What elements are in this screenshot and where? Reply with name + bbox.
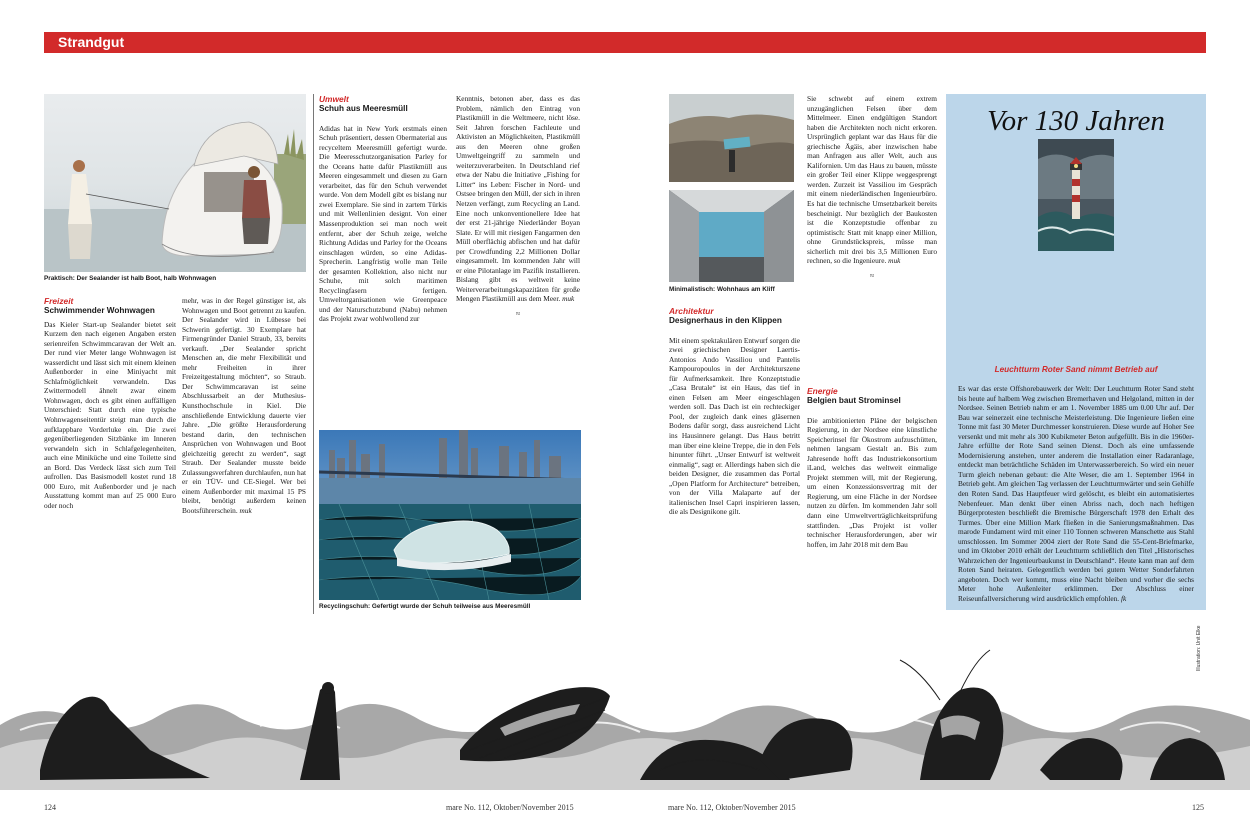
body-sealander-1: Das Kieler Start-up Sealander bietet seit Kurzem den nach eigenen Angaben ersten serienreifen Schwimmcaravan der Welt an. Der rund vier Meter lange Wohnwagen ist wasserdicht und lässt sich mit einem kleinen Außenborder in eine Miniyacht mit Schlafmöglichkeit verwandeln. Das Zwittermodell ähnelt zwar einem Wohnwagen, doch es gibt einen auffälligen Unterschied: Statt durch eine typische Wohnwagenseitentür steigt man durch die aufklappbare Vorderluke ein. Die zwei gegenüberliegenden Sitzbänke im Inneren verwandeln sich in Schlafgelegenheiten, auch eine Miniküche und eine Toilette sind an Bord. Das Verdeck lässt sich zum Teil aufrollen. Das Basismodell kostet rund 18 000 Euro, mit Außenborder und je nach Ausstattung kommt man auf 25 000 Euro oder noch [44,319,176,510]
page-number-right: 125 [1192,803,1204,812]
article-sealander-col2 [182,296,306,614]
caption-sealander: Praktisch: Der Sealander ist halb Boot, halb Wohnwagen [44,275,217,282]
page-number-left: 124 [44,803,56,812]
headline-sealander: Schwimmender Wohnwagen [44,306,155,315]
issue-info-left: mare No. 112, Oktober/November 2015 [446,803,574,812]
body-sealander-2: mehr, was in der Regel günstiger ist, als Wohnwagen und Boot getrennt zu kaufen. Der Sealander wird in Lübesse bei Schwerin gefertigt. 30 Exemplare hat Firmengründer Daniel Straub, 33, bereits verkauft. „Der Sealander spricht Menschen an, die mehr Flexibilität und mehr Freiheiten in ihrer Freizeitgestaltung möchten“, so Straub. Der Schwimmcaravan ist seine Abschlussarbeit an der Muthesius-Kunsthochschule in Kiel. Die anschließende Entwicklung dauerte vier Jahre. „Die größte Herausforderung bestand darin, den technischen Ansprüchen von Wohnwagen und Boot gleichzeitig gerecht zu werden“, sagt Straub. Der Sealander musste beide Zulassungsverfahren durchlaufen, nun hat er ein TÜV- und CE-Siegel. Wer bei einem Außenborder mit maximal 15 PS bleibt, benötigt außerdem keinen Bootsführerschein. [182,296,306,516]
headline-meeresmuell: Schuh aus Meeresmüll [319,104,408,113]
author-designerhaus: muk [888,256,901,266]
sea-creatures-illustration [0,630,1250,800]
end-mark-icon: ≈ [869,270,875,280]
illustration-credit-text: Illustration: Unit Elke [1196,625,1202,671]
photo-cliff-house-interior [669,190,794,282]
section-banner [44,32,1206,53]
body-designerhaus-1: Mit einem spektakulären Entwurf sorgen die zwei griechischen Designer Laertis-Antonios Ando Vassiliou und Pantelis Kampouropoulos in der Architekturszene für Aufmerksamkeit. Ihre Konzeptstudie „Casa Brutale“ ist ein Haus, das tief in einen Felsen am Meer eingeschlagen werden soll. Das Dach ist ein rechteckiger Pool, der zugleich dank eines gläsernen Bodens dafür sorgt, dass ausreichend Licht ins Hausinnere gelangt. Das Haus betritt man über eine kleine Treppe, die in den Fels hinunter führt. „Unser Entwurf ist weltweit einmalig“, sagt er. Allerdings haben sich die beiden Designer, die zusammen das Portal „Open Platform for Architecture“ betreiben, von der Villa Malaparte auf der italienischen Insel Capri inspirieren lassen, die als Designikone gilt. [669,335,800,517]
body-strominsel-1: Die ambitionierten Pläne der belgischen Regierung, in der Nordsee eine künstliche Speicherinsel für Ökostrom aufzuschütten, nehmen langsam Gestalt an. Bis zum Jahresende hofft das Industriekonsortium iLand, welches das weltweit einmalige Projekt stemmen will, mit der Regierung, um einen Konzessionsvertrag mit der Regierung, um eine Fläche in der Nordsee nutzen zu dürfen. Im kommenden Jahr soll dann eine Umweltverträglichkeitsprüfung stattfinden. „Das Projekt ist voller technischer Herausforderungen, aber wir hoffen, im Jahr 2018 mit dem Bau [807,415,937,549]
body-meeresmuell-2: Kenntnis, betonen aber, dass es das Problem, nämlich den Eintrag von Plastikmüll in die Weltmeere, nicht löse. Seit Jahren forschen Fachleute und Aktivisten an Möglichkeiten, Plastikmüll aus den Meeren ohne großen Umweltgeingriff zu sammeln und weiterzuverarbeiten. In Deutschland rief etwa der Nabu die Initiative „Fishing for Litter“ ins Leben: Fischer in Nord- und Ostsee bringen den Müll, der sich in ihren Netzen verfängt, zum Recycling an Land. Eine noch unkonventionellere Idee hat der erst 21-jährige Niederländer Boyan Slate. Er will mit riesigen Fangarmen den Müll oberflächig abfischen und hat dafür per Crowdfunding 2,2 Millionen Dollar eingesammelt. Im kommenden Jahr will er eine Pilotanlage im Pazifik installieren. Bislang gibt es weltweit keine Weiterverarbeitungskapazitäten für große Mengen Plastikmüll aus dem Meer. [456,94,580,304]
history-box-body: Es war das erste Offshorebauwerk der Welt: Der Leuchtturm Roter Sand steht bis heute auf halbem Weg zwischen Bremerhaven und Helgoland, mitten in der Nordsee. Seinen Betrieb nahm er am 1. November 1885 um 0.00 Uhr auf. Der Bau war seinerzeit eine technische Meisterleistung. Die Ingenieure ließen eine Tonne mit fast 30 Meter Durchmesser konstruieren. Diese wurde auf Hoher See versenkt und mit mehr als 300 Kubikmeter Beton aufgefüllt. Bis in die 1960er-Jahre erfüllte der Rote Sand seinen Dienst. Doch als eine umfassende Modernisierung anstehen, unter anderem die Installation einer Radaranlage, entdeckt man beträchtliche Schäden im Unterwasserbereich. So wird ein neuer Turm gleich nebenan gebaut: die Alte Weser, die am 1. September 1964 in Betrieb geht. Am gleichen Tag verlassen der Leuchtturmwärter und sein Gehilfe den Roten Sand. Das Hauptfeuer wird gelöscht, es bleibt ein automatisiertes Nebenfeuer. Man denkt über einen Abriss nach, doch nach heftigen Bürgerprotesten beschließt die Bremische Bürgerschaft 1978 den Erhalt des Turmes. Über eine Million Mark fließen in die Sanierungsmaßnahmen. Das marode Fundament wird mit einer 110 Tonnen schweren Manschette aus Stahl umschlossen. Im Sommer 2004 ziert der Rote Sand die 55-Cent-Briefmarke, und im Oktober 2010 erhält der Leuchtturm schließlich den Titel „Historisches Wahrzeichen der Ingenieurbaukunst in Deutschland“. Heute kann man auf dem Roten Sand heiraten. Gelegentlich werden bei gutem Wetter Sonderfahrten angeboten. Doch wer kommt, muss eine Nacht bleiben und vorher die sechs Meter hohe Außenleiter erklimmen. Der Abschluss einer Reiseunfallversicherung wird ausdrücklich empfohlen. [958,384,1194,604]
caption-recycling-shoe: Recyclingschuh: Gefertigt wurde der Schuh teilweise aus Meeresmüll [319,603,531,610]
article-sealander-col1 [44,296,176,614]
history-box-author: fk [1120,594,1127,604]
history-box-text [958,384,1194,604]
issue-info-right: mare No. 112, Oktober/November 2015 [668,803,796,812]
history-box [946,94,1206,610]
lighthouse-painting [1038,139,1114,251]
history-box-subtitle: Leuchtturm Roter Sand nimmt Betrieb auf [994,365,1158,374]
section-title: Strandgut [58,34,125,50]
caption-cliff-house: Minimalistisch: Wohnhaus am Kliff [669,286,775,293]
article-meeresmuell-col1 [319,94,447,424]
article-designerhaus-col1 [669,306,800,616]
article-designerhaus-col2 [807,94,937,368]
body-designerhaus-2: Sie schwebt auf einem extrem unzugänglichen Felsen über dem Mittelmeer. Einen endgültigen Standort haben die Architekten noch nicht erkoren. Ursprünglich geplant war das Haus für die griechische Ägäis, aber inzwischen habe man Anfragen aus aller Welt, auch aus Kalifornien. Um das Haus zu bauen, müsste ein großer Teil einer Klippe weggesprengt werden. Zurzeit ist Vassiliou im Gespräch mit einem niederländischen Ingenieurbüro. Es hat die technische Umsetzbarkeit bereits bescheinigt. Nur bezüglich der Baukosten ist die Konzeptstudie offenbar zu optimistisch: Statt mit knapp einer Million, ohne Grundstückspreis, müsse man sicherlich mit drei bis 3,5 Millionen Euro rechnen, so die Ingenieure. [807,94,937,266]
headline-designerhaus: Designerhaus in den Klippen [669,316,782,325]
kicker-umwelt: Umwelt [319,94,349,104]
article-meeresmuell-col2 [456,94,580,424]
body-meeresmuell-1: Adidas hat in New York erstmals einen Schuh präsentiert, dessen Obermaterial aus recyceltem Meeresmüll gefertigt wurde. Die Meeresschutzorganisation Parley for the Oceans hatte dafür Plastikmüll aus Meeren eingesammelt und diesen zu Garn verarbeitet, das für den Schuh verwendet wurde. Von dem Modell gibt es bislang nur zwei Exemplare. Sie sind in zartem Türkis und mit Wellenlinien designt. Von einer Massenproduktion sei man noch weit entfernt, aber der Schuh zeige, welche Richtung Adidas und Parley for the Oceans einschlagen würden, so eine Adidas-Sprecherin. Langfristig wolle man Teile der gesamten Kollektion, also nicht nur Schuhe, mit solch maritimen Recyclingfasern fertigen. Umweltorganisationen wie Greenpeace und der Naturschutzbund (Nabu) nehmen das Projekt zwar wohlwollend zur [319,123,447,324]
column-rule [313,94,314,614]
kicker-energie: Energie [807,386,838,396]
kicker-architektur: Architektur [669,306,714,316]
photo-cliff-house-exterior [669,94,794,182]
end-mark-icon: ≈ [515,309,521,319]
history-box-title: Vor 130 Jahren [987,105,1165,137]
photo-sealander [44,94,306,272]
headline-strominsel: Belgien baut Strominsel [807,396,901,405]
article-strominsel-col1 [807,386,937,616]
photo-recycling-shoe [319,430,581,600]
author-sealander: muk [239,506,252,516]
kicker-freizeit: Freizeit [44,296,74,306]
author-meeresmuell: muk [562,294,575,304]
